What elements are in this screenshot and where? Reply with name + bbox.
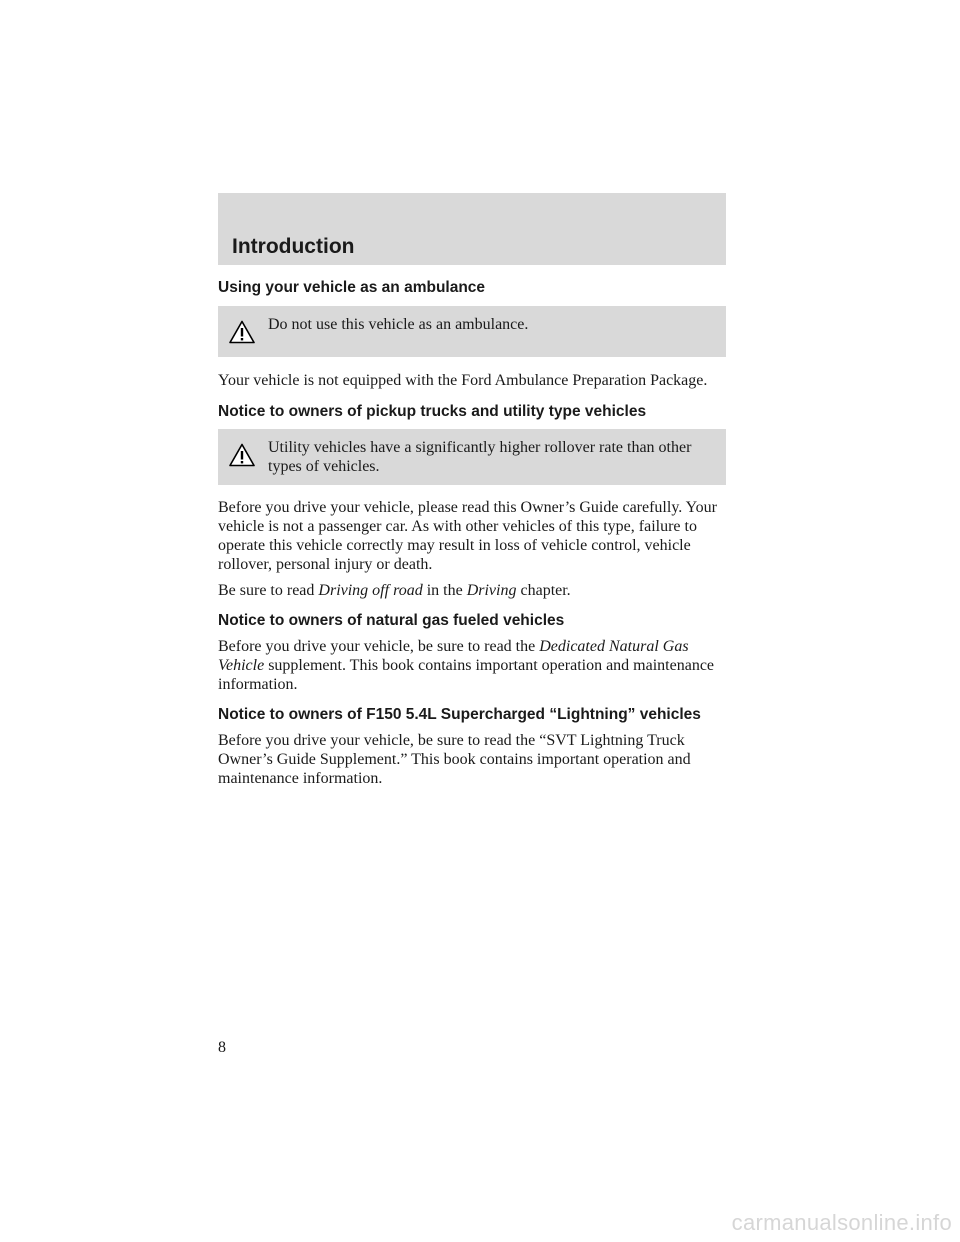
ref-prefix: Be sure to read [218, 582, 315, 599]
body-suffix: supplement. This book contains important operation and maintenance information. [218, 657, 715, 693]
heading-lightning: Notice to owners of F150 5.4L Supercharged “Lightning” vehicles [218, 706, 701, 723]
body-paragraph: Before you drive your vehicle, please read this Owner’s Guide carefully. Your vehicle is not a passenger car. As with other vehicles of this type, failure to operate this vehicle correctly may result in loss of vehicle control, vehicle rollover, personal injury or death. [218, 499, 717, 573]
ref-suffix: chapter. [520, 582, 571, 599]
warning-ambulance [218, 306, 726, 357]
warning-triangle-icon [229, 320, 255, 344]
body-prefix: Before you drive your vehicle, be sure to read the [218, 638, 536, 655]
reference-paragraph [218, 581, 726, 600]
warning-text: Do not use this vehicle as an ambulance. [268, 316, 529, 333]
heading-pickup: Notice to owners of pickup trucks and utility type vehicles [218, 403, 647, 420]
section-title: Introduction [232, 235, 355, 258]
header-band [218, 193, 726, 265]
warning-pickup [218, 429, 726, 485]
ref-driving-off-road: Driving off road [318, 582, 423, 599]
body-paragraph: Your vehicle is not equipped with the Ford Ambulance Preparation Package. [218, 372, 708, 389]
body-paragraph [218, 637, 726, 694]
warning-triangle-icon [229, 443, 255, 467]
heading-ambulance: Using your vehicle as an ambulance [218, 279, 486, 296]
ref-driving-chapter: Driving [466, 582, 517, 599]
page-content [218, 278, 726, 788]
warning-text: Utility vehicles have a significantly higher rollover rate than other types of vehicles. [268, 439, 692, 475]
heading-natural-gas: Notice to owners of natural gas fueled vehicles [218, 612, 565, 629]
page-number: 8 [218, 1039, 226, 1056]
footer-watermark: carmanualsonline.info [731, 1210, 952, 1235]
body-paragraph: Before you drive your vehicle, be sure to read the “SVT Lightning Truck Owner’s Guide Supplement.” This book contains important operation and maintenance information. [218, 732, 691, 787]
ref-middle: in the [426, 582, 463, 599]
ref-natural-gas-supplement: Dedicated Natural Gas Vehicle [218, 638, 689, 674]
